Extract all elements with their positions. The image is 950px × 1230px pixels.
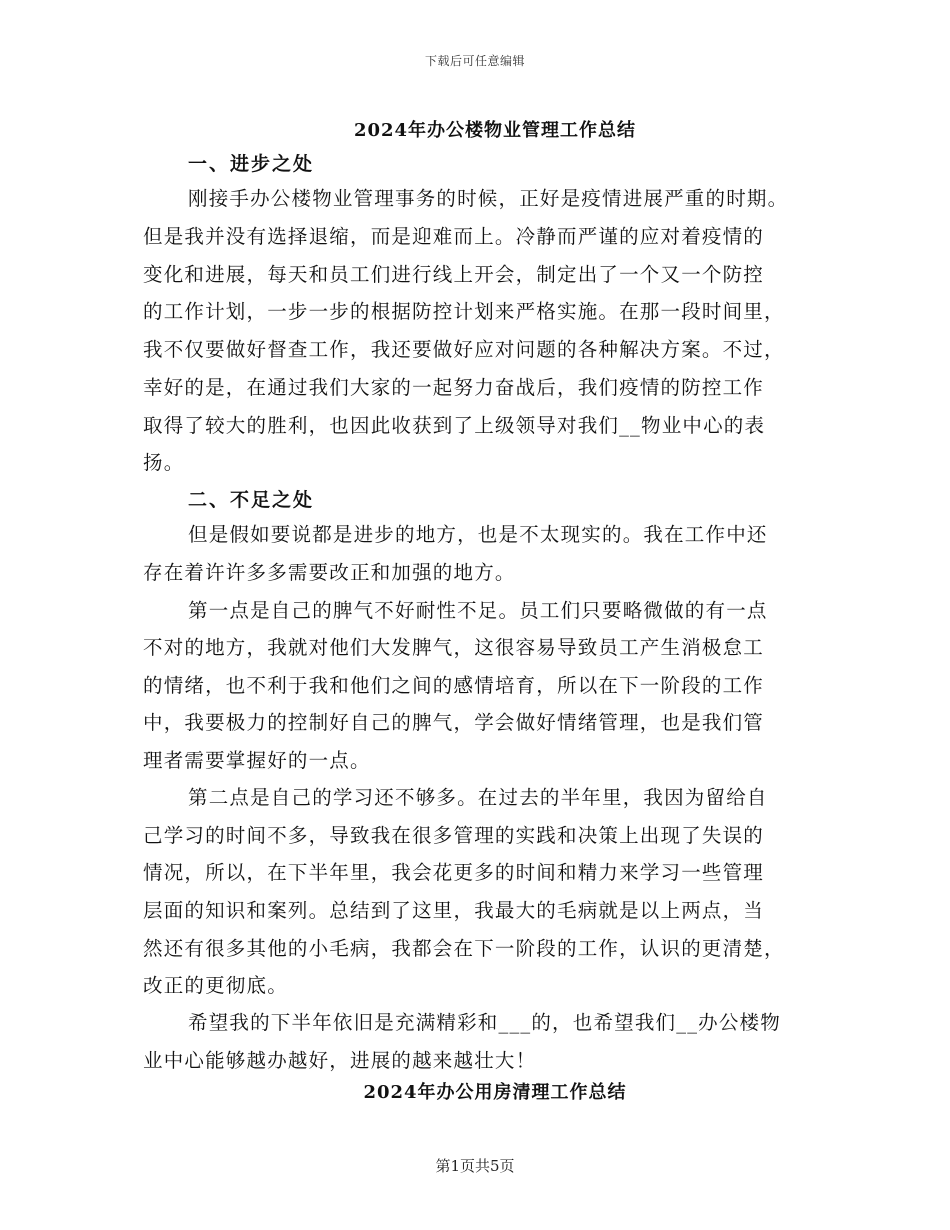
paragraph-line: 取得了较大的胜利，也因此收获到了上级领导对我们__物业中心的表 (143, 414, 766, 437)
document-title: 2024年办公楼物业管理工作总结 (353, 120, 637, 141)
paragraph-line: 改正的更彻底。 (143, 974, 288, 997)
paragraph-line: 情况，所以，在下半年里，我会花更多的时间和精力来学习一些管理 (143, 861, 765, 884)
section-heading-shortcomings: 二、不足之处 (188, 489, 315, 511)
paragraph-line: 但是我并没有选择退缩，而是迎难而上。冷静而严谨的应对着疫情的 (143, 225, 765, 248)
paragraph-line: 中，我要极力的控制好自己的脾气，学会做好情绪管理，也是我们管 (143, 711, 765, 734)
paragraph-line: 希望我的下半年依旧是充满精彩和___的，也希望我们__办公楼物 (188, 1011, 781, 1034)
header-note: 下载后可任意编辑 (424, 54, 525, 68)
paragraph-line: 刚接手办公楼物业管理事务的时候，正好是疫情进展严重的时期。 (188, 187, 789, 210)
paragraph-line: 第二点是自己的学习还不够多。在过去的半年里，我因为留给自 (188, 786, 768, 809)
paragraph-line: 我不仅要做好督查工作，我还要做好应对问题的各种解决方案。不过， (143, 338, 785, 361)
paragraph-line: 理者需要掌握好的一点。 (143, 749, 371, 772)
next-document-title: 2024年办公用房清理工作总结 (363, 1082, 627, 1103)
paragraph-line: 变化和进展，每天和员工们进行线上开会，制定出了一个又一个防控 (143, 263, 765, 286)
paragraph-line: 不对的地方，我就对他们大发脾气，这很容易导致员工产生消极怠工 (143, 636, 765, 659)
paragraph-line: 的工作计划，一步一步的根据防控计划来严格实施。在那一段时间里， (143, 300, 785, 323)
paragraph-line: 然还有很多其他的小毛病，我都会在下一阶段的工作，认识的更清楚， (143, 937, 785, 960)
paragraph-line: 第一点是自己的脾气不好耐性不足。员工们只要略微做的有一点 (188, 599, 768, 622)
page-number: 第1页共5页 (435, 1157, 515, 1175)
paragraph-line: 层面的知识和案列。总结到了这里，我最大的毛病就是以上两点，当 (143, 899, 765, 922)
paragraph-line: 扬。 (143, 451, 185, 474)
paragraph-line: 存在着许许多多需要改正和加强的地方。 (143, 561, 516, 584)
paragraph-line: 幸好的是，在通过我们大家的一起努力奋战后，我们疫情的防控工作 (143, 376, 765, 399)
paragraph-line: 但是假如要说都是进步的地方，也是不太现实的。我在工作中还 (188, 523, 768, 546)
section-heading-progress: 一、进步之处 (188, 153, 315, 175)
paragraph-line: 的情绪，也不利于我和他们之间的感情培育，所以在下一阶段的工作 (143, 674, 765, 697)
paragraph-line: 业中心能够越办越好，进展的越来越壮大！ (143, 1049, 537, 1072)
paragraph-line: 己学习的时间不多，导致我在很多管理的实践和决策上出现了失误的 (143, 824, 765, 847)
